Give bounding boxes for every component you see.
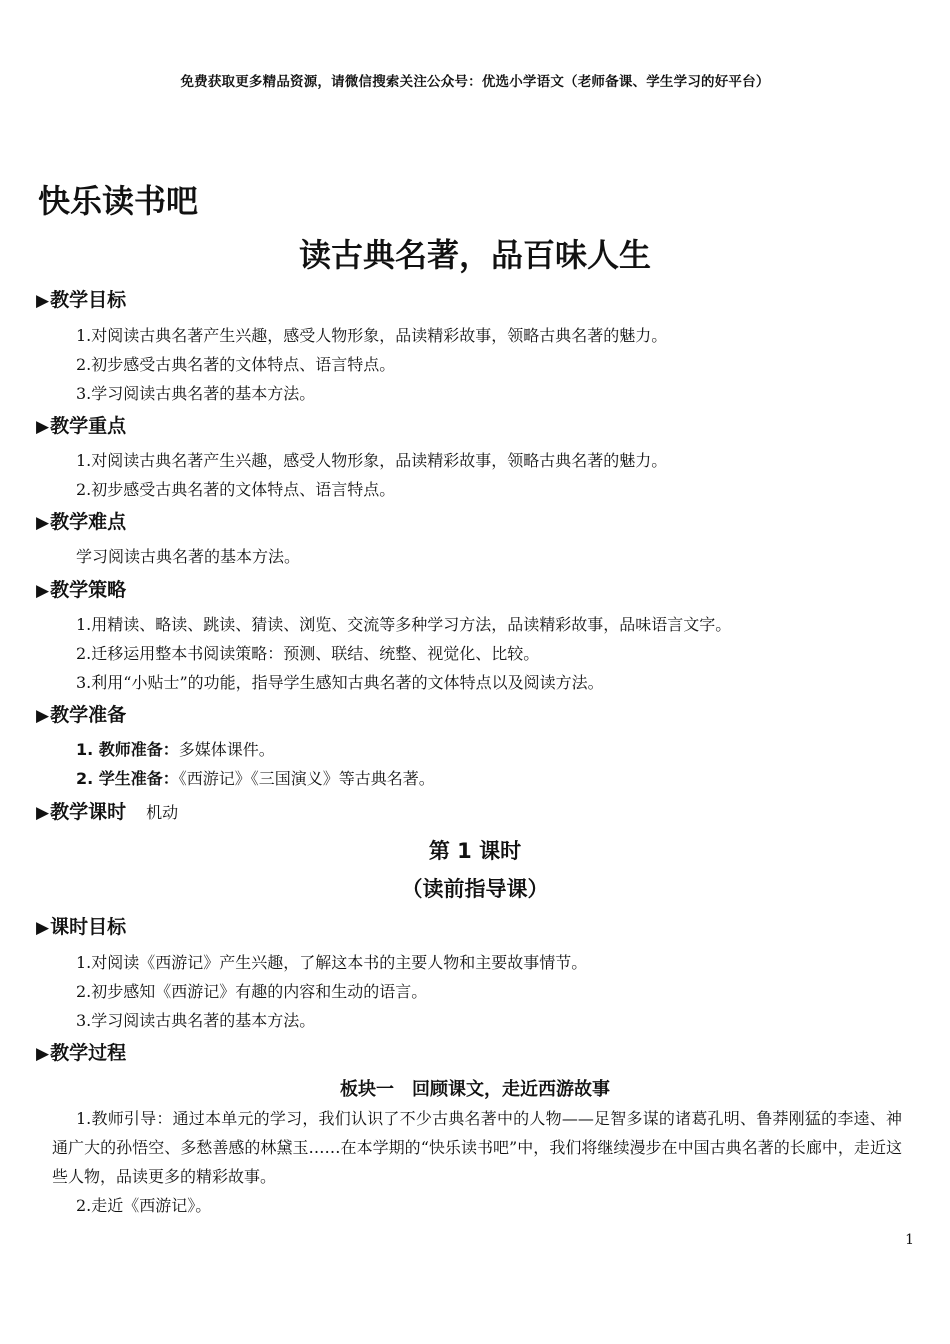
triangle-bullet-icon: ▶ — [36, 918, 50, 938]
lesson-goal-item: 3.学习阅读古典名著的基本方法。 — [76, 1011, 316, 1030]
section-heading-process — [36, 1038, 126, 1065]
process-paragraph: 2.走近《西游记》。 — [76, 1196, 212, 1215]
section-heading-label: 教学准备 — [50, 704, 127, 726]
prep-label: 1. 教师准备： — [76, 740, 179, 759]
lesson-goal-item: 2.初步感知《西游记》有趣的内容和生动的语言。 — [76, 982, 428, 1001]
lesson-title: 第 1 课时 — [428, 839, 522, 863]
section-heading-label: 课时目标 — [50, 916, 127, 938]
section-heading-label: 教学策略 — [50, 579, 127, 601]
triangle-bullet-icon: ▶ — [36, 1044, 50, 1064]
page-number: 1 — [905, 1232, 914, 1248]
section-heading-label: 教学难点 — [50, 511, 127, 533]
section-heading-prep — [36, 700, 126, 727]
section-heading-hours — [36, 797, 178, 824]
section-heading-lesson-goals — [36, 912, 126, 939]
strategy-item: 1.用精读、略读、跳读、猜读、浏览、交流等多种学习方法，品读精彩故事，品味语言文字。 — [76, 615, 732, 634]
triangle-bullet-icon: ▶ — [36, 291, 50, 311]
section-heading-goals — [36, 285, 126, 312]
strategy-item: 2.迁移运用整本书阅读策略：预测、联结、统整、视觉化、比较。 — [76, 644, 540, 663]
triangle-bullet-icon: ▶ — [36, 581, 50, 601]
triangle-bullet-icon: ▶ — [36, 803, 50, 823]
prep-text: 多媒体课件。 — [178, 740, 275, 759]
goal-item: 3.学习阅读古典名著的基本方法。 — [76, 384, 316, 403]
prep-label: 2. 学生准备： — [76, 769, 179, 788]
prep-item-teacher — [76, 737, 275, 760]
section-heading-focus — [36, 411, 126, 438]
prep-item-student — [76, 766, 435, 789]
section-heading-label: 教学目标 — [50, 289, 127, 311]
main-title: 读古典名著，品百味人生 — [298, 236, 651, 274]
section-heading-label: 教学课时 — [50, 801, 127, 823]
lesson-subtitle: （读前指导课） — [401, 877, 549, 901]
hours-value: 机动 — [146, 803, 179, 822]
difficulty-item: 学习阅读古典名著的基本方法。 — [76, 547, 301, 566]
section-heading-label: 教学过程 — [50, 1042, 127, 1064]
section-heading-difficulty — [36, 507, 126, 534]
prep-text: 《西游记》《三国演义》等古典名著。 — [178, 769, 435, 788]
triangle-bullet-icon: ▶ — [36, 706, 50, 726]
process-paragraph: 1.教师引导：通过本单元的学习，我们认识了不少古典名著中的人物——足智多谋的诸葛孔明、鲁莽刚猛的李逵、神通广大的孙悟空、多愁善感的林黛玉……在本学期的“快乐读书吧”中，我们将继续漫步在中国古典名著的长廊中，走近这些人物，品读更多的精彩故事。 — [52, 1109, 902, 1186]
goal-item: 2.初步感受古典名著的文体特点、语言特点。 — [76, 355, 396, 374]
focus-item: 2.初步感受古典名著的文体特点、语言特点。 — [76, 480, 396, 499]
lesson-goal-item: 1.对阅读《西游记》产生兴趣，了解这本书的主要人物和主要故事情节。 — [76, 953, 588, 972]
promo-banner: 免费获取更多精品资源，请微信搜索关注公众号：优选小学语文（老师备课、学生学习的好平台） — [180, 74, 770, 90]
section-heading-label: 教学重点 — [50, 415, 127, 437]
block-title: 板块一 回顾课文，走近西游故事 — [340, 1079, 610, 1100]
focus-item: 1.对阅读古典名著产生兴趣，感受人物形象，品读精彩故事，领略古典名著的魅力。 — [76, 451, 668, 470]
triangle-bullet-icon: ▶ — [36, 417, 50, 437]
triangle-bullet-icon: ▶ — [36, 513, 50, 533]
strategy-item: 3.利用“小贴士”的功能，指导学生感知古典名著的文体特点以及阅读方法。 — [76, 673, 604, 692]
unit-title: 快乐读书吧 — [38, 182, 199, 220]
goal-item: 1.对阅读古典名著产生兴趣，感受人物形象，品读精彩故事，领略古典名著的魅力。 — [76, 326, 668, 345]
section-heading-strategy — [36, 575, 126, 602]
